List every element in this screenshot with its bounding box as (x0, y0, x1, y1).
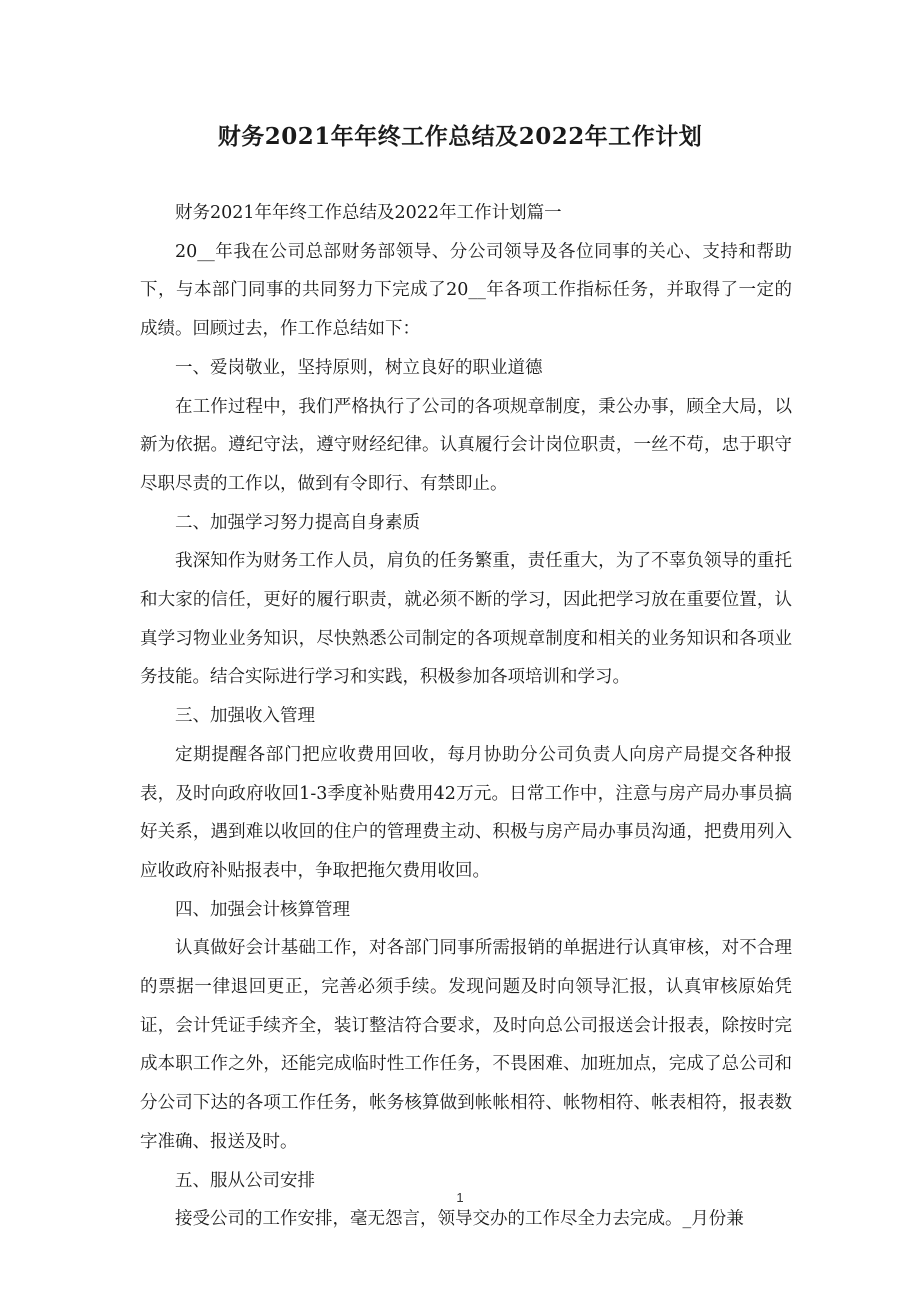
intro-paragraph: 20__年我在公司总部财务部领导、分公司领导及各位同事的关心、支持和帮助下，与本部门同事的共同努力下完成了20__年各项工作指标任务，并取得了一定的成绩。回顾过去，作工作总结如下： (140, 241, 792, 340)
section-5-heading: 五、服从公司安排 (175, 1170, 315, 1191)
section-3-heading: 三、加强收入管理 (175, 706, 315, 727)
section-1-heading: 一、爱岗敬业，坚持原则，树立良好的职业道德 (175, 357, 543, 378)
section-2-heading: 二、加强学习努力提高自身素质 (175, 512, 420, 533)
document-body (140, 194, 792, 1239)
page-number: 1 (456, 1190, 464, 1205)
section-4-body: 认真做好会计基础工作，对各部门同事所需报销的单据进行认真审核，对不合理的票据一律退回更正，完善必须手续。发现问题及时向领导汇报，认真审核原始凭证，会计凭证手续齐全，装订整洁符合要求，及时向总公司报送会计报表，除按时完成本职工作之外，还能完成临时性工作任务，不畏困难、加班加点，完成了总公司和分公司下达的各项工作任务，帐务核算做到帐帐相符、帐物相符、帐表相符，报表数字准确、报送及时。 (140, 938, 792, 1152)
section-4-heading: 四、加强会计核算管理 (175, 899, 350, 920)
section-1-body: 在工作过程中，我们严格执行了公司的各项规章制度，秉公办事，顾全大局，以新为依据。遵纪守法，遵守财经纪律。认真履行会计岗位职责，一丝不苟，忠于职守尽职尽责的工作以，做到有令即行、有禁即止。 (140, 396, 792, 494)
section-5-body: 接受公司的工作安排，毫无怨言，领导交办的工作尽全力去完成。_月份兼 (175, 1209, 744, 1230)
document-title: 财务2021年年终工作总结及2022年工作计划 (217, 123, 703, 150)
section-3-body: 定期提醒各部门把应收费用回收，每月协助分公司负责人向房产局提交各种报表，及时向政府收回1-3季度补贴费用42万元。日常工作中，注意与房产局办事员搞好关系，遇到难以收回的住户的管理费主动、积极与房产局办事员沟通，把费用列入应收政府补贴报表中，争取把拖欠费用收回。 (140, 744, 792, 881)
section-2-body: 我深知作为财务工作人员，肩负的任务繁重，责任重大，为了不辜负领导的重托和大家的信任，更好的履行职责，就必须不断的学习，因此把学习放在重要位置，认真学习物业业务知识，尽快熟悉公司制定的各项规章制度和相关的业务知识和各项业务技能。结合实际进行学习和实践，积极参加各项培训和学习。 (140, 551, 792, 688)
document-subtitle: 财务2021年年终工作总结及2022年工作计划篇一 (175, 203, 562, 223)
